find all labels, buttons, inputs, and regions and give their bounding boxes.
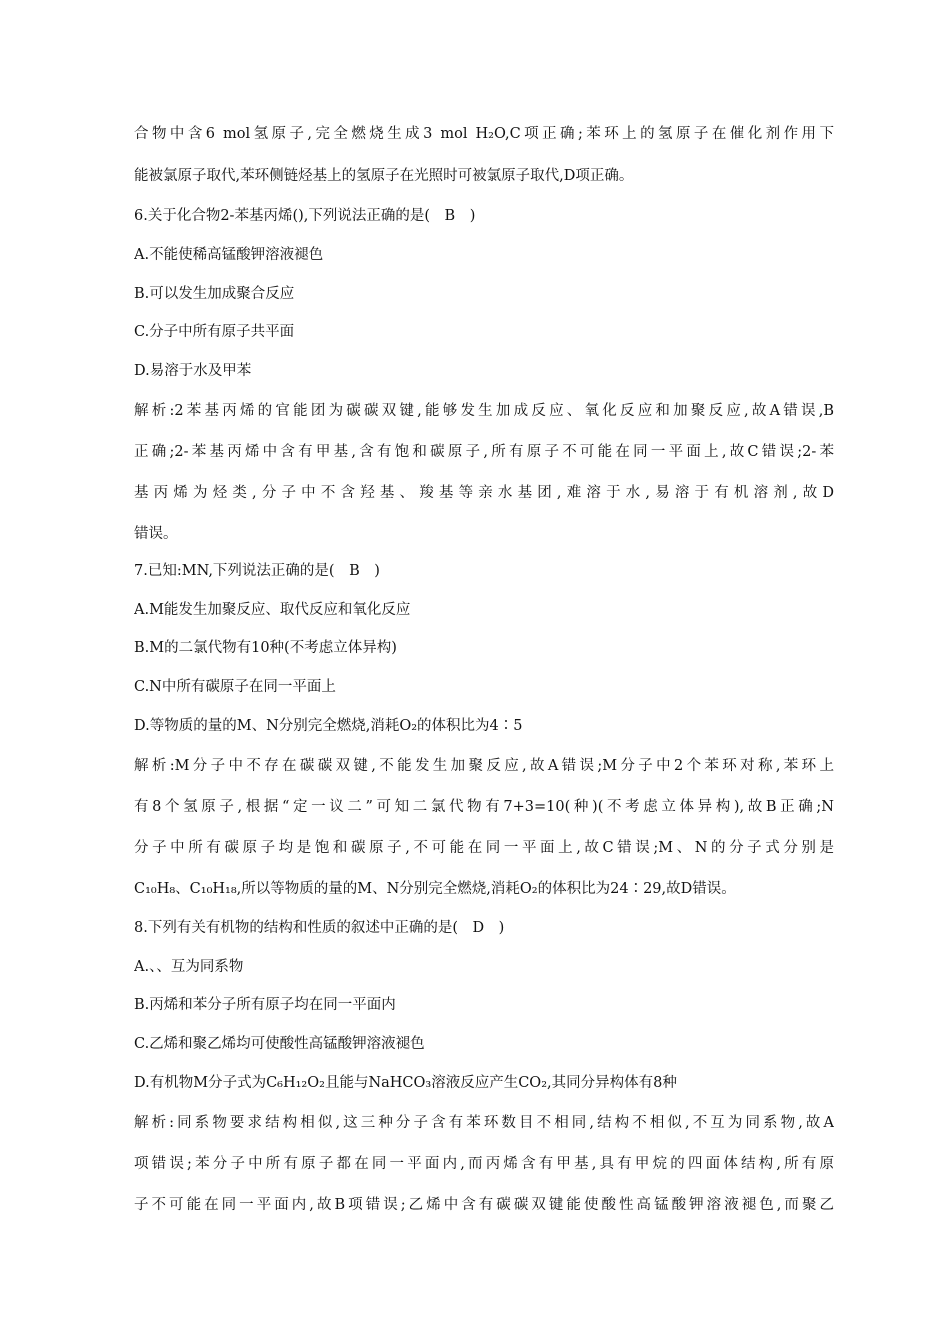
explanation-line: C₁₀H₈、C₁₀H₁₈,所以等物质的量的M、N分别完全燃烧,消耗O₂的体积比为24∶29,故D错误。: [134, 881, 736, 897]
option-d: D.等物质的量的M、N分别完全燃烧,消耗O₂的体积比为4∶5: [134, 718, 523, 734]
explanation-line: 解析:M分子中不存在碳碳双键,不能发生加聚反应,故A错误;M分子中2个苯环对称,苯环上: [134, 758, 834, 774]
explanation-line: 正确;2-苯基丙烯中含有甲基,含有饱和碳原子,所有原子不可能在同一平面上,故C错误;2-苯: [134, 444, 834, 460]
option-c: C.N中所有碳原子在同一平面上: [134, 679, 336, 695]
text-line: 合物中含6 mol氢原子,完全燃烧生成3 mol H₂O,C项正确;苯环上的氢原子在催化剂作用下: [134, 126, 834, 142]
option-b: B.M的二氯代物有10种(不考虑立体异构): [134, 640, 397, 656]
explanation-line: 解析:2苯基丙烯的官能团为碳碳双键,能够发生加成反应、氧化反应和加聚反应,故A错误,B: [134, 403, 834, 419]
explanation-line: 基丙烯为烃类,分子中不含羟基、羧基等亲水基团,难溶于水,易溶于有机溶剂,故D: [134, 485, 834, 501]
question-8-stem: 8.下列有关有机物的结构和性质的叙述中正确的是( D ): [134, 920, 505, 936]
option-c: C.乙烯和聚乙烯均可使酸性高锰酸钾溶液褪色: [134, 1036, 425, 1052]
explanation-line: 解析:同系物要求结构相似,这三种分子含有苯环数目不相同,结构不相似,不互为同系物,故A: [134, 1115, 834, 1131]
option-b: B.可以发生加成聚合反应: [134, 286, 295, 302]
option-b: B.丙烯和苯分子所有原子均在同一平面内: [134, 997, 396, 1013]
option-c: C.分子中所有原子共平面: [134, 324, 295, 340]
explanation-line: 项错误;苯分子中所有原子都在同一平面内,而丙烯含有甲基,具有甲烷的四面体结构,所有原: [134, 1156, 834, 1172]
option-d: D.易溶于水及甲苯: [134, 363, 252, 379]
explanation-line: 子不可能在同一平面内,故B项错误;乙烯中含有碳碳双键能使酸性高锰酸钾溶液褪色,而聚乙: [134, 1197, 834, 1213]
explanation-line: 错误。: [134, 526, 178, 542]
question-6-stem: 6.关于化合物2-苯基丙烯(),下列说法正确的是( B ): [134, 208, 476, 224]
question-7-stem: 7.已知:MN,下列说法正确的是( B ): [134, 563, 380, 579]
text-line: 能被氯原子取代,苯环侧链烃基上的氢原子在光照时可被氯原子取代,D项正确。: [134, 168, 634, 184]
explanation-line: 有8个氢原子,根据“定一议二”可知二氯代物有7+3=10(种)(不考虑立体异构),故B正确;N: [134, 799, 834, 815]
explanation-line: 分子中所有碳原子均是饱和碳原子,不可能在同一平面上,故C错误;M、N的分子式分别是: [134, 840, 834, 856]
option-a: A.M能发生加聚反应、取代反应和氧化反应: [134, 602, 411, 618]
option-a: A.、、互为同系物: [134, 959, 244, 975]
option-a: A.不能使稀高锰酸钾溶液褪色: [134, 247, 324, 263]
option-d: D.有机物M分子式为C₆H₁₂O₂且能与NaHCO₃溶液反应产生CO₂,其同分异构体有8种: [134, 1075, 677, 1091]
